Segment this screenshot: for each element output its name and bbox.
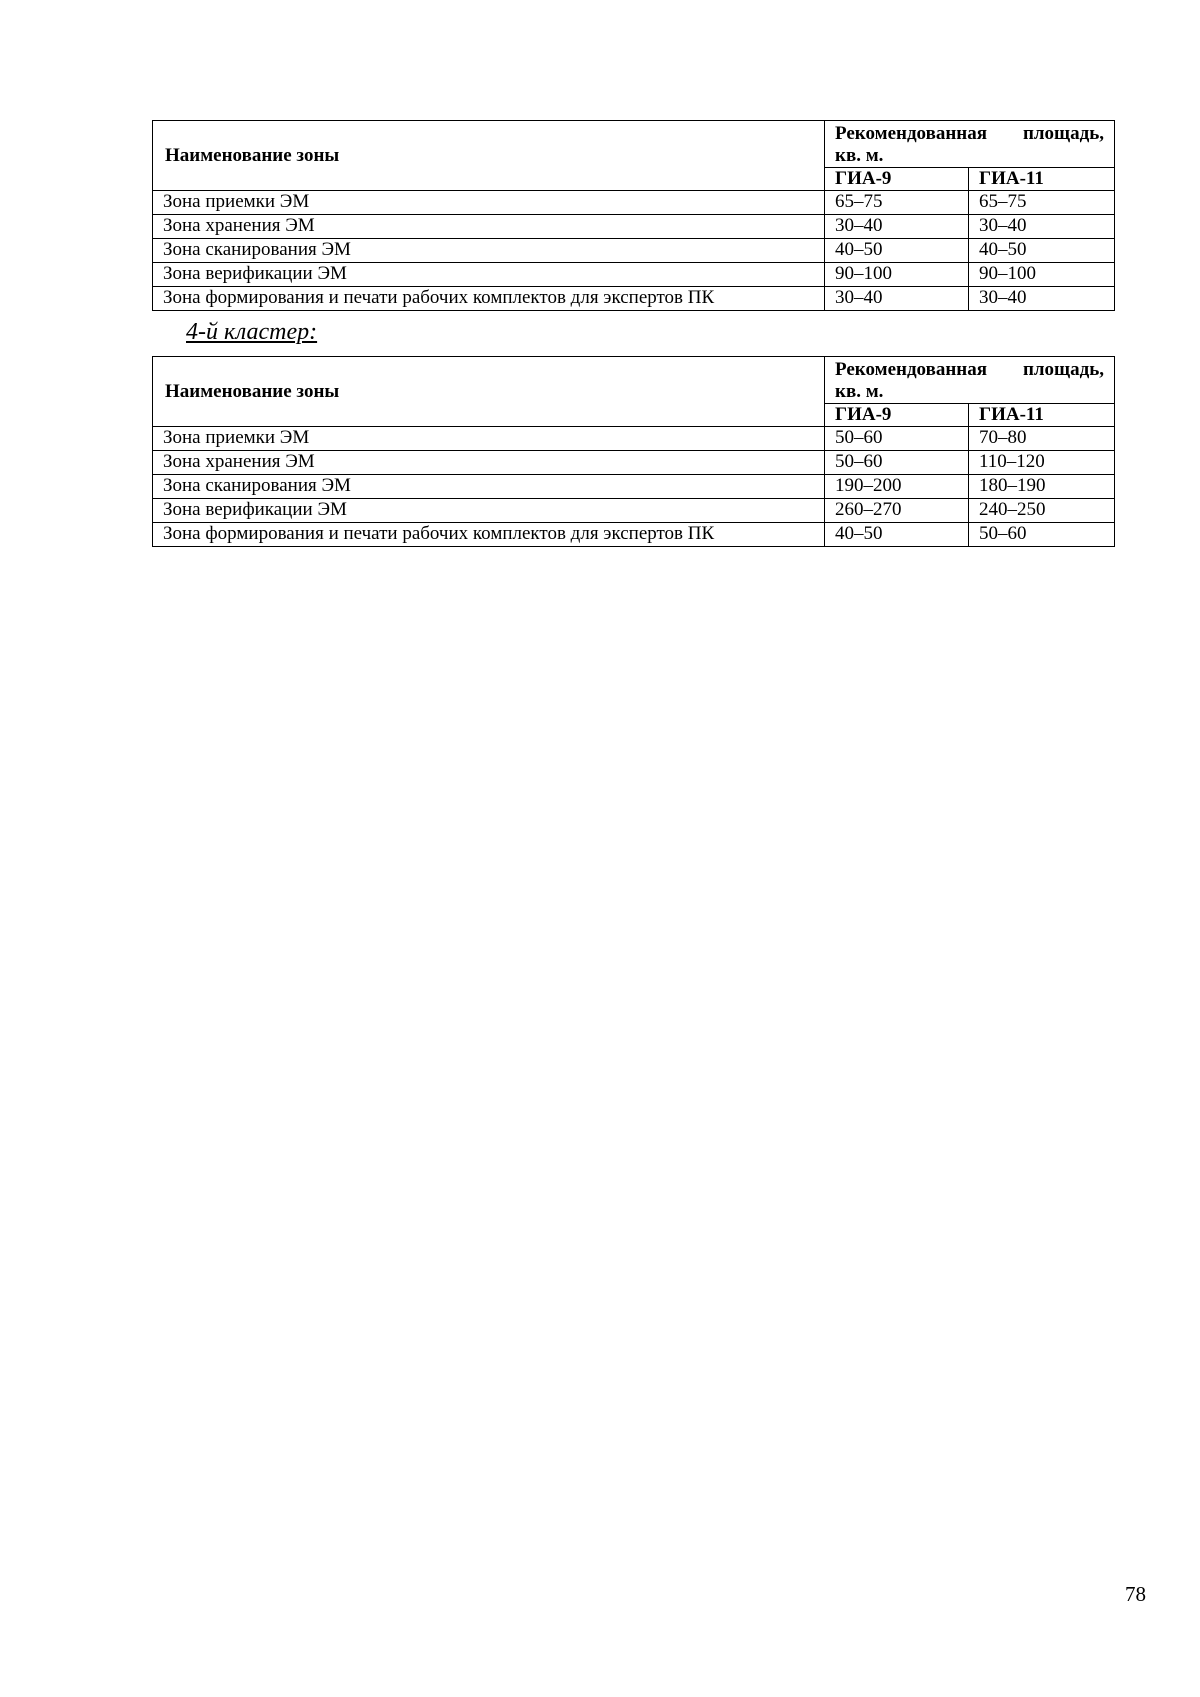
gia-9-cell: 90–100 [825, 263, 969, 287]
zone-name-cell: Зона хранения ЭМ [153, 215, 825, 239]
table-row [153, 287, 1115, 311]
gia-9-header: ГИА-9 [825, 404, 969, 427]
table-row [153, 451, 1115, 475]
gia-11-cell: 40–50 [969, 239, 1115, 263]
table-row [153, 427, 1115, 451]
gia-9-cell: 40–50 [825, 239, 969, 263]
table-row [153, 475, 1115, 499]
zone-name-cell: Зона формирования и печати рабочих комплектов для экспертов ПК [153, 287, 825, 311]
zone-name-cell: Зона формирования и печати рабочих комплектов для экспертов ПК [153, 523, 825, 547]
gia-9-cell: 260–270 [825, 499, 969, 523]
table-row [153, 263, 1115, 287]
zone-area-table-1 [152, 120, 1115, 311]
table-row [153, 523, 1115, 547]
zone-name-cell: Зона сканирования ЭМ [153, 475, 825, 499]
gia-9-cell: 190–200 [825, 475, 969, 499]
table-row [153, 215, 1115, 239]
gia-11-header: ГИА-11 [969, 168, 1115, 191]
gia-9-cell: 30–40 [825, 215, 969, 239]
zone-name-header: Наименование зоны [153, 357, 825, 427]
zone-area-table-2 [152, 356, 1115, 547]
recommended-area-header: Рекомендованная площадь, кв. м. [825, 121, 1115, 168]
table-row [153, 499, 1115, 523]
gia-9-header: ГИА-9 [825, 168, 969, 191]
gia-11-cell: 180–190 [969, 475, 1115, 499]
gia-9-cell: 50–60 [825, 451, 969, 475]
recommended-area-header: Рекомендованная площадь, кв. м. [825, 357, 1115, 404]
zone-name-cell: Зона приемки ЭМ [153, 191, 825, 215]
table-row [153, 191, 1115, 215]
zone-name-cell: Зона сканирования ЭМ [153, 239, 825, 263]
gia-11-cell: 30–40 [969, 287, 1115, 311]
gia-11-cell: 65–75 [969, 191, 1115, 215]
zone-name-cell: Зона хранения ЭМ [153, 451, 825, 475]
table-row [153, 239, 1115, 263]
zone-name-header: Наименование зоны [153, 121, 825, 191]
gia-11-cell: 30–40 [969, 215, 1115, 239]
gia-11-cell: 50–60 [969, 523, 1115, 547]
gia-11-cell: 70–80 [969, 427, 1115, 451]
gia-11-cell: 240–250 [969, 499, 1115, 523]
gia-11-header: ГИА-11 [969, 404, 1115, 427]
page-number: 78 [1125, 1582, 1146, 1606]
zone-name-cell: Зона верификации ЭМ [153, 499, 825, 523]
gia-9-cell: 30–40 [825, 287, 969, 311]
gia-9-cell: 50–60 [825, 427, 969, 451]
gia-9-cell: 40–50 [825, 523, 969, 547]
gia-11-cell: 110–120 [969, 451, 1115, 475]
zone-name-cell: Зона приемки ЭМ [153, 427, 825, 451]
zone-name-cell: Зона верификации ЭМ [153, 263, 825, 287]
gia-9-cell: 65–75 [825, 191, 969, 215]
gia-11-cell: 90–100 [969, 263, 1115, 287]
section-heading: 4-й кластер: [186, 319, 318, 345]
